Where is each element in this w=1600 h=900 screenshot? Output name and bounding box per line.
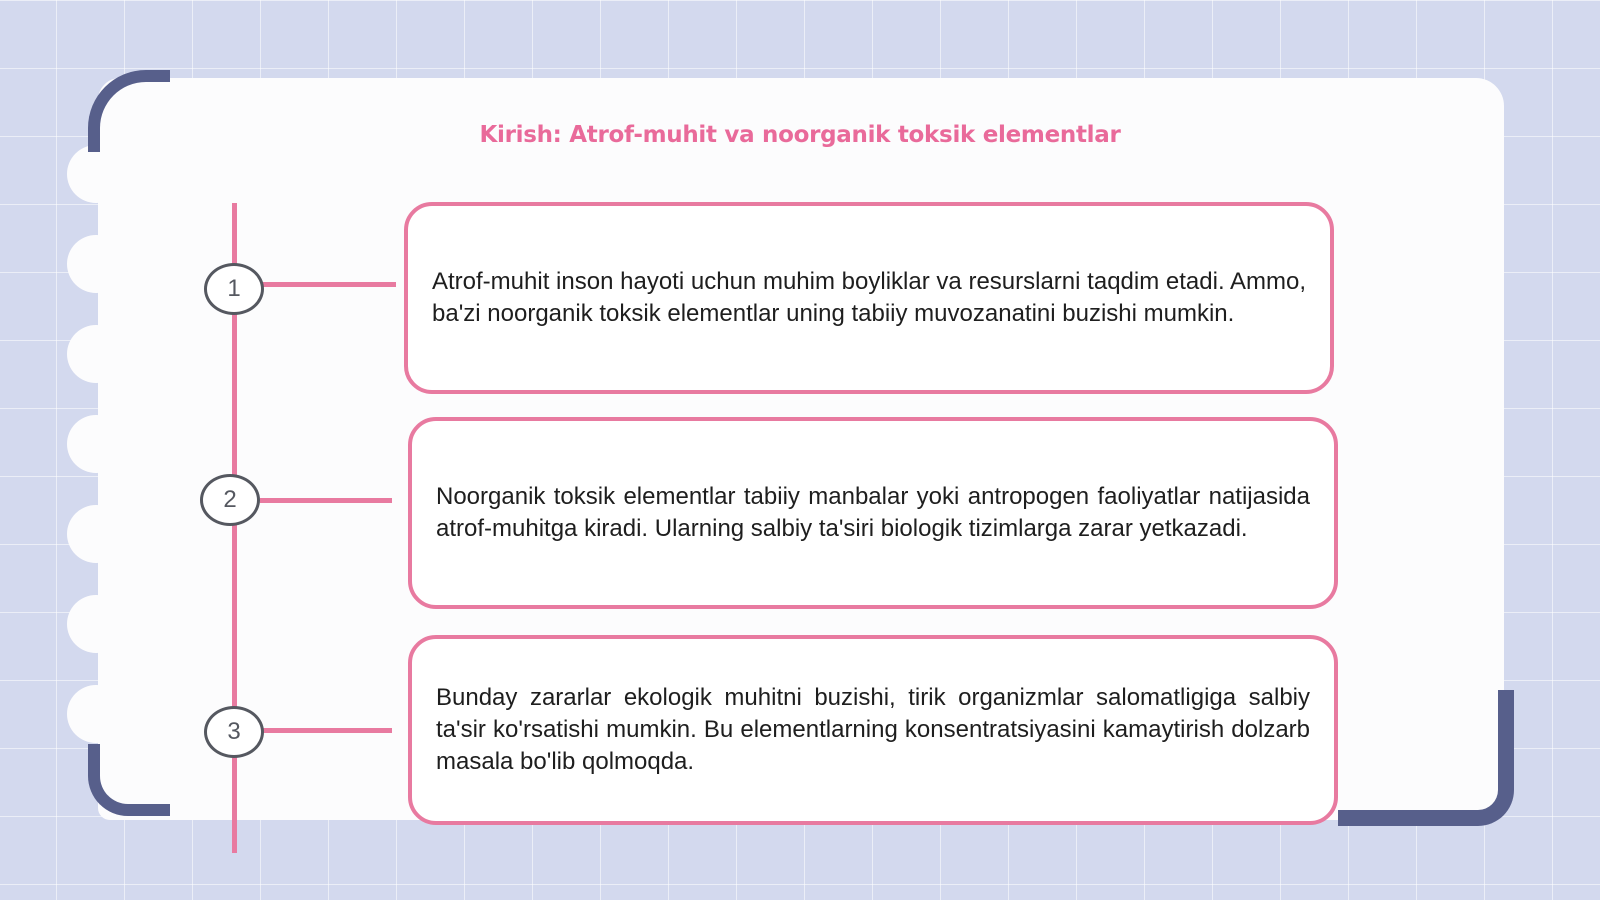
card-scallop [67,235,125,293]
step-text: Bunday zararlar ekologik muhitni buzishi, tirik organizmlar salomatligiga salbiy ta'sir ko'rsatishi mumkin. Bu elementlarning konsentratsiyasini kamaytirish dolzarb masala bo'lib qolmoqda. [436,684,1310,775]
timeline-connector [262,282,396,287]
card-scallop [67,595,125,653]
step-text-box [408,635,1338,825]
card-scallop [67,685,125,743]
step-text-box [408,417,1338,609]
step-number-circle [204,263,264,315]
corner-bracket-bottom-right [1338,690,1514,826]
card-scallop [67,145,125,203]
timeline-connector [260,498,392,503]
timeline-connector [262,728,392,733]
slide-title: Kirish: Atrof-muhit va noorganik toksik elementlar [479,122,1121,148]
step-text: Noorganik toksik elementlar tabiiy manbalar yoki antropogen faoliyatlar natijasida atrof-muhitga kiradi. Ularning salbiy ta'siri biologik tizimlarga zarar yetkazadi. [436,483,1310,542]
card-scallop [67,325,125,383]
step-text: Atrof-muhit inson hayoti uchun muhim boyliklar va resurslarni taqdim etadi. Ammo, ba'zi noorganik toksik elementlar uning tabiiy muvozanatini buzishi mumkin. [432,268,1306,327]
step-number: 1 [227,275,241,302]
step-number: 2 [223,486,237,513]
step-number-circle [200,474,260,526]
step-number: 3 [227,718,241,745]
card-scallop [67,505,125,563]
step-text-box [404,202,1334,394]
corner-bracket-bottom-left [88,744,170,816]
step-number-circle [204,706,264,758]
card-scallop [67,415,125,473]
